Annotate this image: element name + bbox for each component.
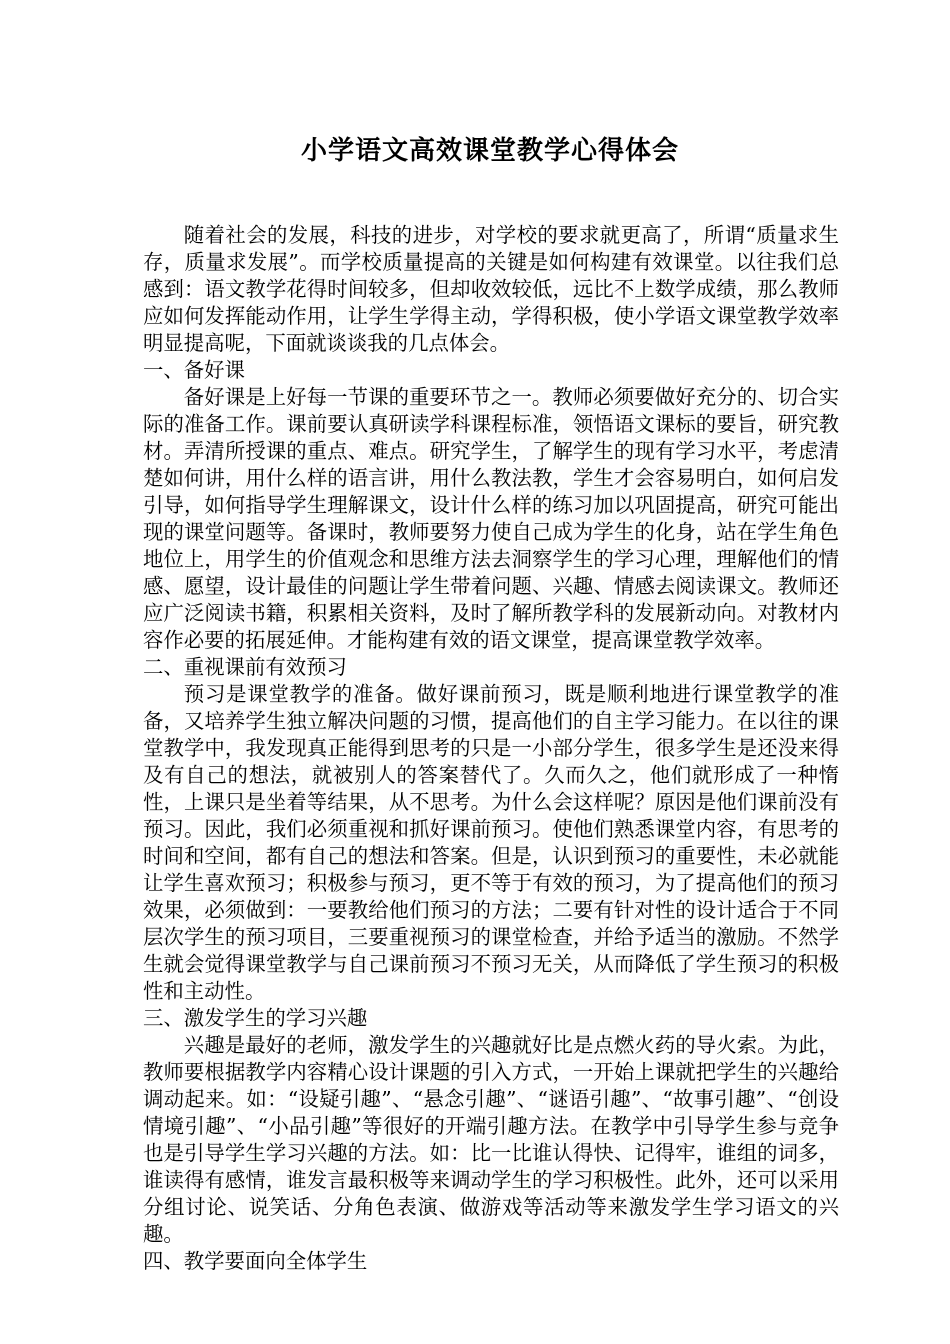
section-heading-3: 三、激发学生的学习兴趣 <box>143 1006 368 1030</box>
section-heading-2: 二、重视课前有效预习 <box>143 655 347 679</box>
section-paragraph-1: 备好课是上好每一节课的重要环节之一。教师必须要做好充分的、切合实际的准备工作。课前要认真研读学科课程标准，领悟语文课标的要旨，研究教材。弄清所授课的重点、难点。研究学生，了解学生的现有学习水平，考虑清楚如何讲，用什么样的语言讲，用什么教法教，学生才会容易明白，如何启发引导，如何指导学生理解课文，设计什么样的练习加以巩固提高，研究可能出现的课堂问题等。备课时，教师要努力使自己成为学生的化身，站在学生角色地位上，用学生的价值观念和思维方法去洞察学生的学习心理，理解他们的情感、愿望，设计最佳的问题让学生带着问题、兴趣、情感去阅读课文。教师还应广泛阅读书籍，积累相关资料，及时了解所教学科的发展新动向。对教材内容作必要的拓展延伸。才能构建有效的语文课堂，提高课堂教学效率。 <box>143 385 839 652</box>
section-heading-1: 一、备好课 <box>143 358 245 382</box>
intro-paragraph: 随着社会的发展，科技的进步，对学校的要求就更高了，所谓“质量求生存，质量求发展”。而学校质量提高的关键是如何构建有效课堂。以往我们总感到：语文教学花得时间较多，但却收效较低，远比不上数学成绩，那么教师应如何发挥能动作用，让学生学得主动，学得积极，使小学语文课堂教学效率明显提高呢，下面就谈谈我的几点体会。 <box>143 223 839 355</box>
document-title: 小学语文高效课堂教学心得体会 <box>300 136 679 166</box>
section-heading-4: 四、教学要面向全体学生 <box>143 1249 368 1273</box>
section-paragraph-3: 兴趣是最好的老师，激发学生的兴趣就好比是点燃火药的导火索。为此，教师要根据教学内容精心设计课题的引入方式，一开始上课就把学生的兴趣给调动起来。如：“设疑引趣”、“悬念引趣”、“谜语引趣”、“故事引趣”、“创设情境引趣”、“小品引趣”等很好的开端引趣方法。在教学中引导学生参与竞争也是引导学生学习兴趣的方法。如：比一比谁认得快、记得牢，谁组的词多，谁读得有感情，谁发言最积极等来调动学生的学习积极性。此外，还可以采用分组讨论、说笑话、分角色表演、做游戏等活动等来激发学生学习语文的兴趣。 <box>143 1033 839 1246</box>
document-body <box>143 222 839 1275</box>
section-paragraph-2: 预习是课堂教学的准备。做好课前预习，既是顺利地进行课堂教学的准备，又培养学生独立解决问题的习惯，提高他们的自主学习能力。在以往的课堂教学中，我发现真正能得到思考的只是一小部分学生，很多学生是还没来得及有自己的想法，就被别人的答案替代了。久而久之，他们就形成了一种惰性，上课只是坐着等结果，从不思考。为什么会这样呢？原因是他们课前没有预习。因此，我们必须重视和抓好课前预习。使他们熟悉课堂内容，有思考的时间和空间，都有自己的想法和答案。但是，认识到预习的重要性，未必就能让学生喜欢预习；积极参与预习，更不等于有效的预习，为了提高他们的预习效果，必须做到：一要教给他们预习的方法；二要有针对性的设计适合于不同层次学生的预习项目，三要重视预习的课堂检查，并给予适当的激励。不然学生就会觉得课堂教学与自己课前预习不预习无关，从而降低了学生预习的积极性和主动性。 <box>143 682 839 1003</box>
